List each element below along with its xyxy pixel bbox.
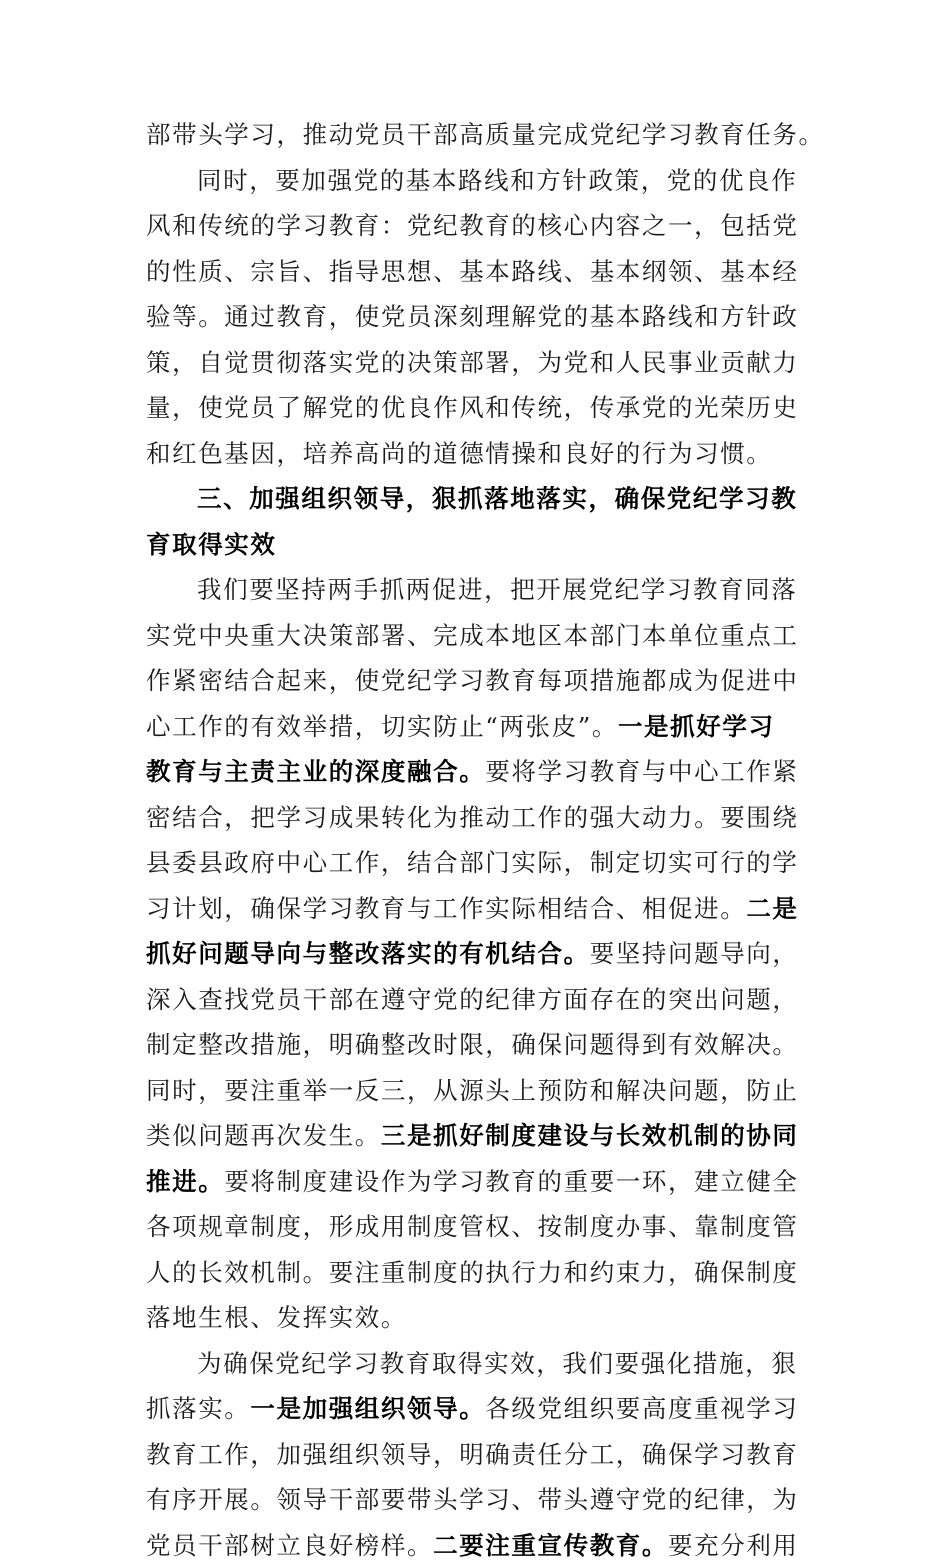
text-line xyxy=(146,1523,810,1568)
text-run: 要坚持问题导向， xyxy=(590,939,799,968)
bold-run: 教育与主责主业的深度融合。 xyxy=(146,757,485,786)
text-line: 深入查找党员干部在遵守党的纪律方面存在的突出问题， xyxy=(146,977,810,1023)
text-run: 各级党组织要高度重视学习 xyxy=(485,1394,798,1423)
text-line xyxy=(146,931,810,977)
text-line: 为确保党纪学习教育取得实效，我们要强化措施，狠 xyxy=(146,1341,810,1387)
text-line: 有序开展。领导干部要带头学习、带头遵守党的纪律，为 xyxy=(146,1477,810,1523)
text-run: 习计划，确保学习教育与工作实际相结合、相促进。 xyxy=(146,894,746,923)
text-run: 抓落实。 xyxy=(146,1394,250,1423)
text-line: 同时，要加强党的基本路线和方针政策，党的优良作 xyxy=(146,158,810,204)
text-line xyxy=(146,886,810,932)
bold-run: 二是 xyxy=(746,894,798,923)
text-line: 作紧密结合起来，使党纪学习教育每项措施都成为促进中 xyxy=(146,658,810,704)
bold-run: 二要注重宣传教育。 xyxy=(433,1531,668,1560)
text-run: 要将制度建设作为学习教育的重要一环，建立健全 xyxy=(224,1167,798,1196)
text-run: 心工作的有效举措，切实防止“两张皮”。 xyxy=(146,712,618,741)
text-line: 落地生根、发挥实效。 xyxy=(146,1295,810,1341)
text-line: 各项规章制度，形成用制度管权、按制度办事、靠制度管 xyxy=(146,1204,810,1250)
text-line xyxy=(146,1159,810,1205)
text-line xyxy=(146,749,810,795)
text-line: 量，使党员了解党的优良作风和传统，传承党的光荣历史 xyxy=(146,385,810,431)
text-line: 人的长效机制。要注重制度的执行力和约束力，确保制度 xyxy=(146,1250,810,1296)
paragraph-two-hands xyxy=(146,567,810,1341)
text-line: 策，自觉贯彻落实党的决策部署，为党和人民事业贡献力 xyxy=(146,340,810,386)
text-line xyxy=(146,704,810,750)
text-line: 部带头学习，推动党员干部高质量完成党纪学习教育任务。 xyxy=(146,112,810,158)
section-heading-three xyxy=(146,476,810,567)
text-line: 的性质、宗旨、指导思想、基本路线、基本纲领、基本经 xyxy=(146,249,810,295)
text-line: 验等。通过教育，使党员深刻理解党的基本路线和方针政 xyxy=(146,294,810,340)
text-line: 制定整改措施，明确整改时限，确保问题得到有效解决。 xyxy=(146,1022,810,1068)
heading-line: 三、加强组织领导，狠抓落地落实，确保党纪学习教 xyxy=(146,476,810,522)
bold-run: 一是抓好学习 xyxy=(618,712,775,741)
bold-run: 抓好问题导向与整改落实的有机结合。 xyxy=(146,939,590,968)
text-line: 县委县政府中心工作，结合部门实际，制定切实可行的学 xyxy=(146,840,810,886)
text-run: 要将学习教育与中心工作紧 xyxy=(485,757,798,786)
text-line: 教育工作，加强组织领导，明确责任分工，确保学习教育 xyxy=(146,1432,810,1478)
text-line: 风和传统的学习教育：党纪教育的核心内容之一，包括党 xyxy=(146,203,810,249)
text-run: 党员干部树立良好榜样。 xyxy=(146,1531,433,1560)
text-line: 同时，要注重举一反三，从源头上预防和解决问题，防止 xyxy=(146,1068,810,1114)
bold-run: 推进。 xyxy=(146,1167,224,1196)
text-line: 我们要坚持两手抓两促进，把开展党纪学习教育同落 xyxy=(146,567,810,613)
text-line: 实党中央重大决策部署、完成本地区本部门本单位重点工 xyxy=(146,613,810,659)
text-run: 类似问题再次发生。 xyxy=(146,1121,381,1150)
text-line xyxy=(146,1386,810,1432)
bold-run: 一是加强组织领导。 xyxy=(250,1394,485,1423)
text-line: 和红色基因，培养高尚的道德情操和良好的行为习惯。 xyxy=(146,431,810,477)
text-line xyxy=(146,1113,810,1159)
bold-run: 三是抓好制度建设与长效机制的协同 xyxy=(381,1121,799,1150)
paragraph-continuation xyxy=(146,112,810,158)
paragraph-party-line-education xyxy=(146,158,810,477)
text-run: 要充分利用 xyxy=(668,1531,799,1560)
document-body xyxy=(146,112,810,1568)
heading-line: 育取得实效 xyxy=(146,522,810,568)
text-line: 密结合，把学习成果转化为推动工作的强大动力。要围绕 xyxy=(146,795,810,841)
paragraph-measures xyxy=(146,1341,810,1568)
